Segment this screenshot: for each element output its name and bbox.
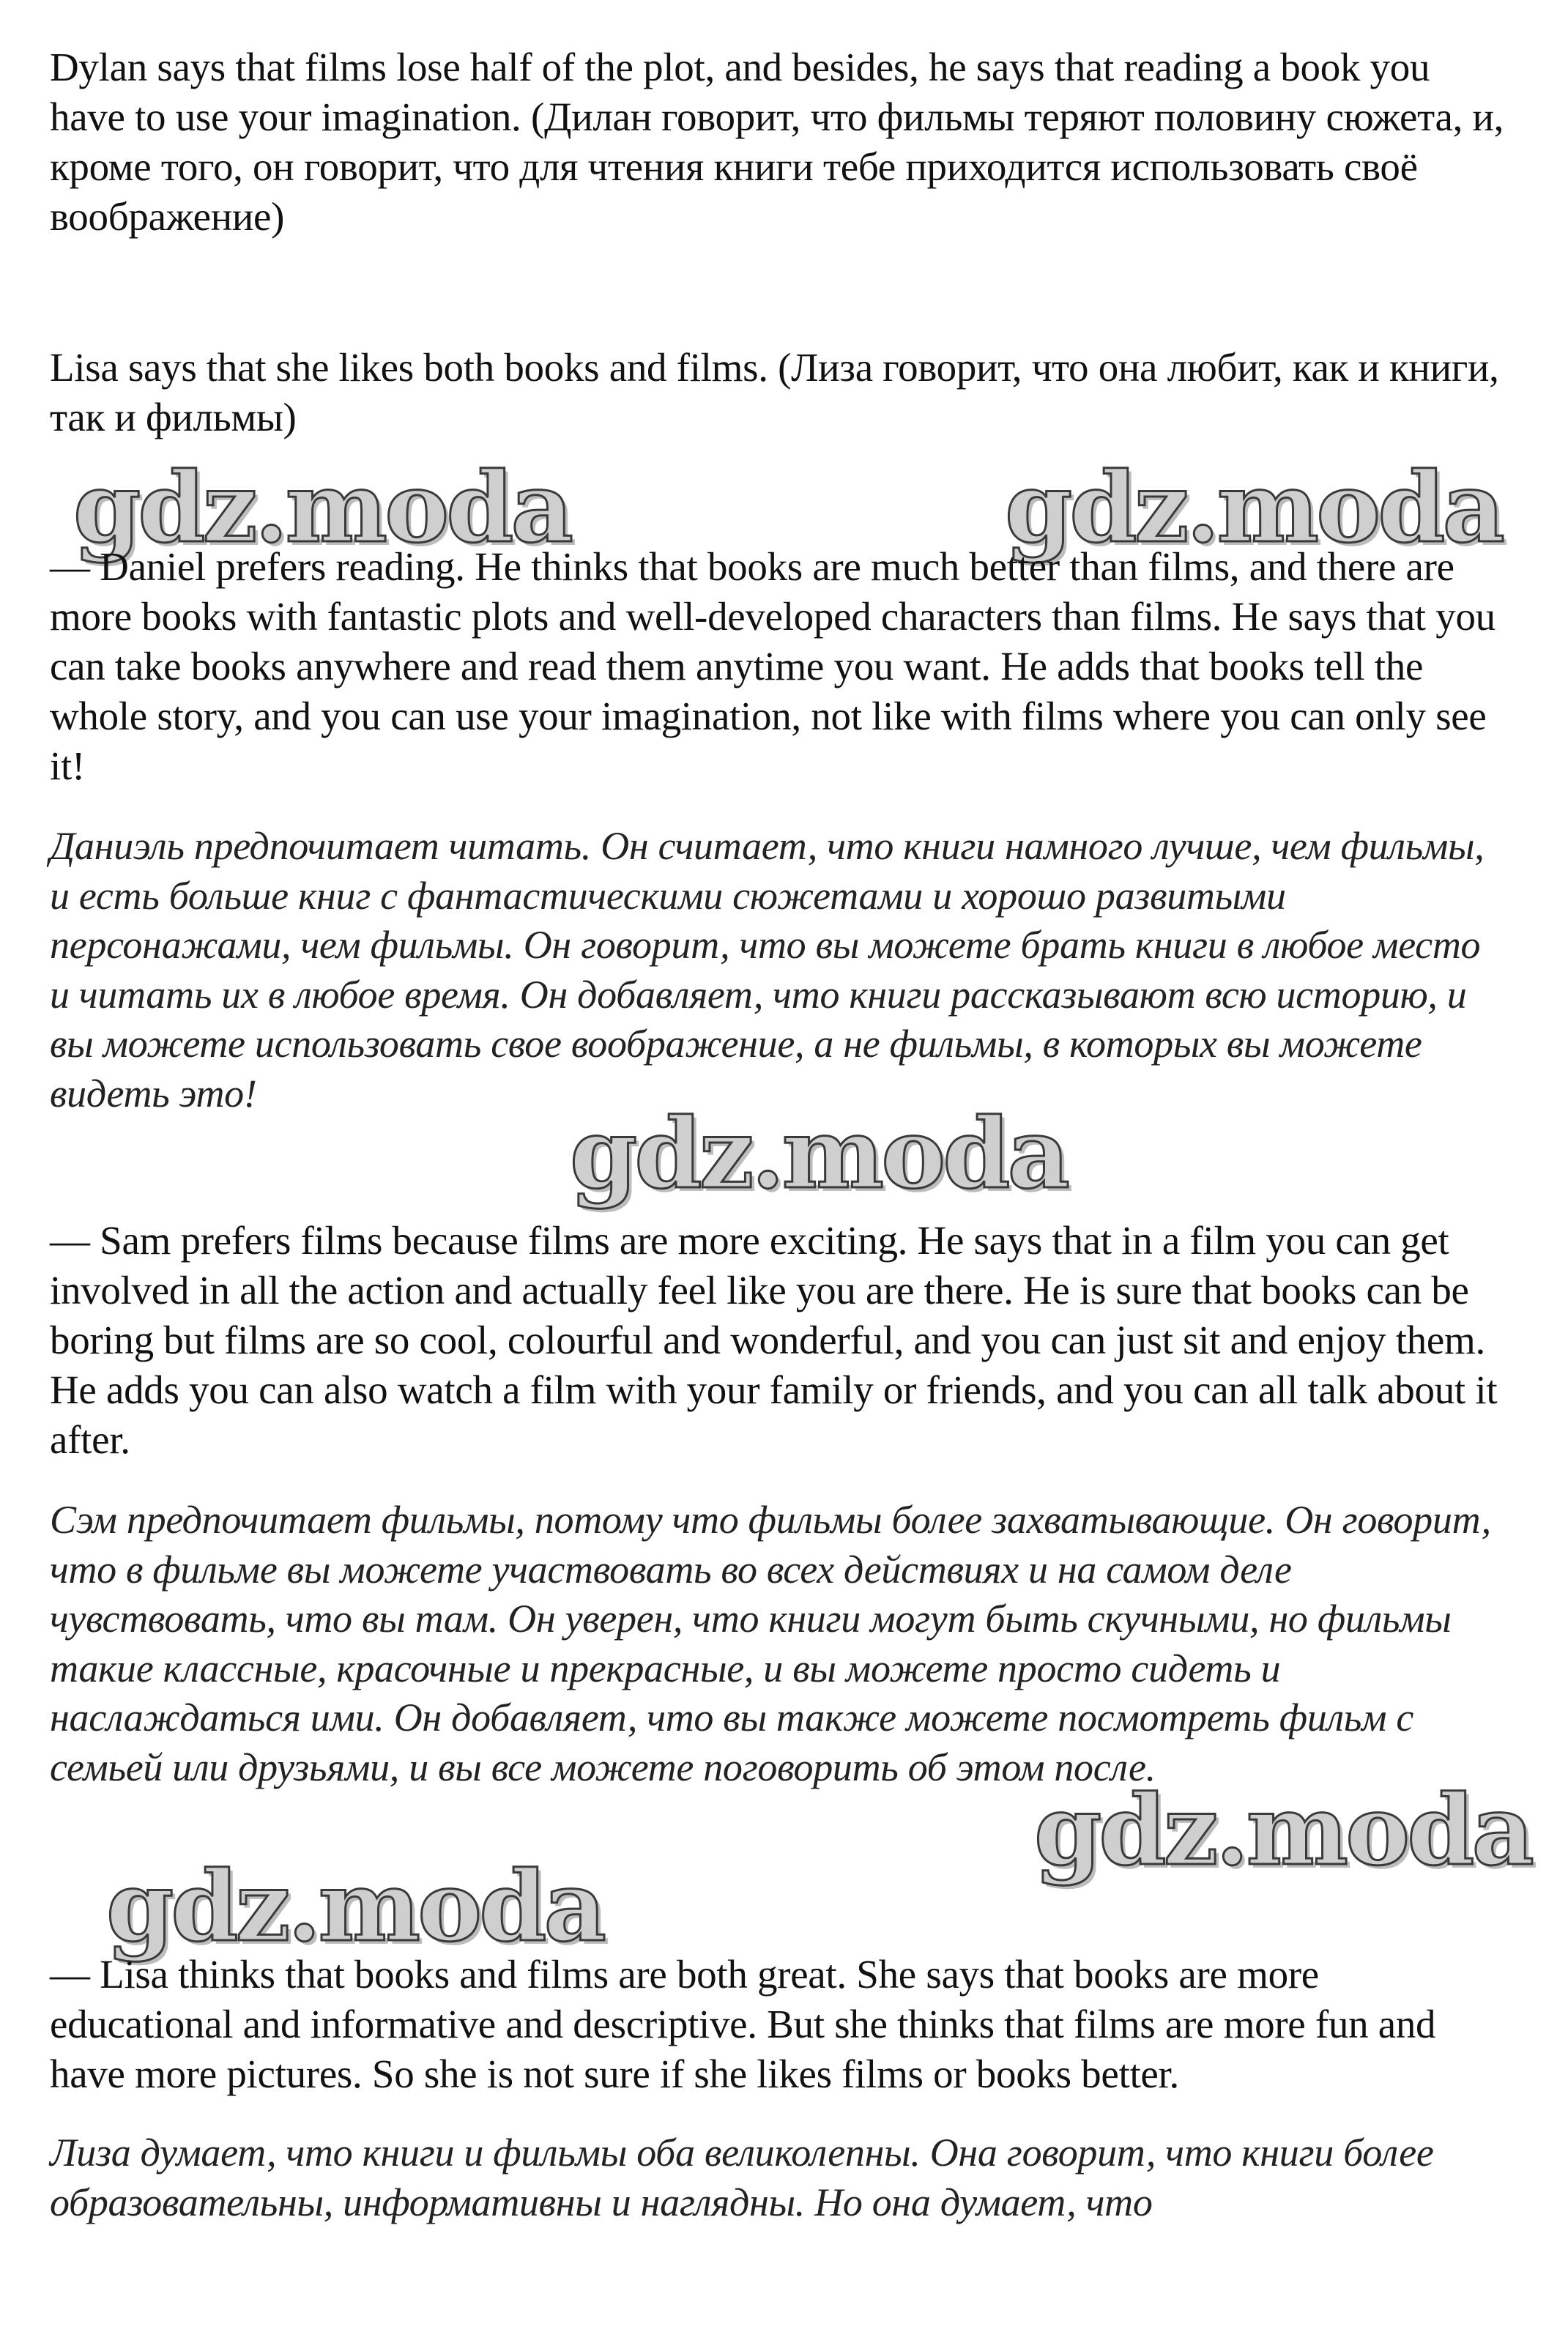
watermark-logo: gdz.moda: [570, 1097, 1068, 1211]
watermark-logo: gdz.moda: [1005, 451, 1503, 565]
paragraph-sam-ru: Сэм предпочитает фильмы, потому что фильмы более захватывающие. Он говорит, что в фильме вы можете участвовать во всех действиях и на самом деле чувствовать, что вы там. Он уверен, что книги могут быть скучными, но фильмы такие классные, красочные и прекрасные, и вы можете просто сидеть и наслаждаться ими. Он добавляет, что вы также можете посмотреть фильм с семьей или друзьями, и вы все можете поговорить об этом после.: [50, 1498, 1491, 1789]
paragraph-lisa-ru: Лиза думает, что книги и фильмы оба великолепны. Она говорит, что книги более образовательны, информативны и наглядны. Но она думает, что: [50, 2131, 1434, 2224]
paragraph-daniel-en: — Daniel prefers reading. He thinks that books are much better than films, and there are more books with fantastic plots and well-developed characters than films. He says that you can take books anywhere and read them anytime you want. He adds that books tell the whole story, and you can use your imagination, not like with films where you can only see it!: [50, 544, 1495, 788]
watermark-logo: gdz.moda: [1034, 1774, 1532, 1887]
paragraph-sam-en: — Sam prefers films because films are more exciting. He says that in a film you can get involved in all the action and actually feel like you are there. He is sure that books can be boring but films are so cool, colourful and wonderful, and you can just sit and enjoy them. He adds you can also watch a film with your family or friends, and you can all talk about it after.: [50, 1218, 1498, 1462]
paragraph-daniel-ru: Даниэль предпочитает читать. Он считает, что книги намного лучше, чем фильмы, и есть больше книг с фантастическими сюжетами и хорошо развитыми персонажами, чем фильмы. Он говорит, что вы можете брать книги в любое место и читать их в любое время. Он добавляет, что книги рассказывают всю историю, и вы можете использовать свое воображение, а не фильмы, в которых вы можете видеть это!: [50, 824, 1485, 1115]
watermark-logo: gdz.moda: [106, 1850, 604, 1964]
paragraph-dylan: Dylan says that films lose half of the plot, and besides, he says that reading a book you have to use your imagination. (Дилан говорит, что фильмы теряют половину сюжета, и, кроме того, он говорит, что для чтения книги тебе приходится использовать своё воображение): [50, 45, 1504, 239]
paragraph-lisa-short: Lisa says that she likes both books and films. (Лиза говорит, что она любит, как и книги, так и фильмы): [50, 345, 1499, 439]
paragraph-lisa-en: — Lisa thinks that books and films are both great. She says that books are more educational and informative and descriptive. But she thinks that films are more fun and have more pictures. So she is not sure if she likes films or books better.: [50, 1952, 1436, 2096]
watermark-logo: gdz.moda: [73, 451, 571, 565]
